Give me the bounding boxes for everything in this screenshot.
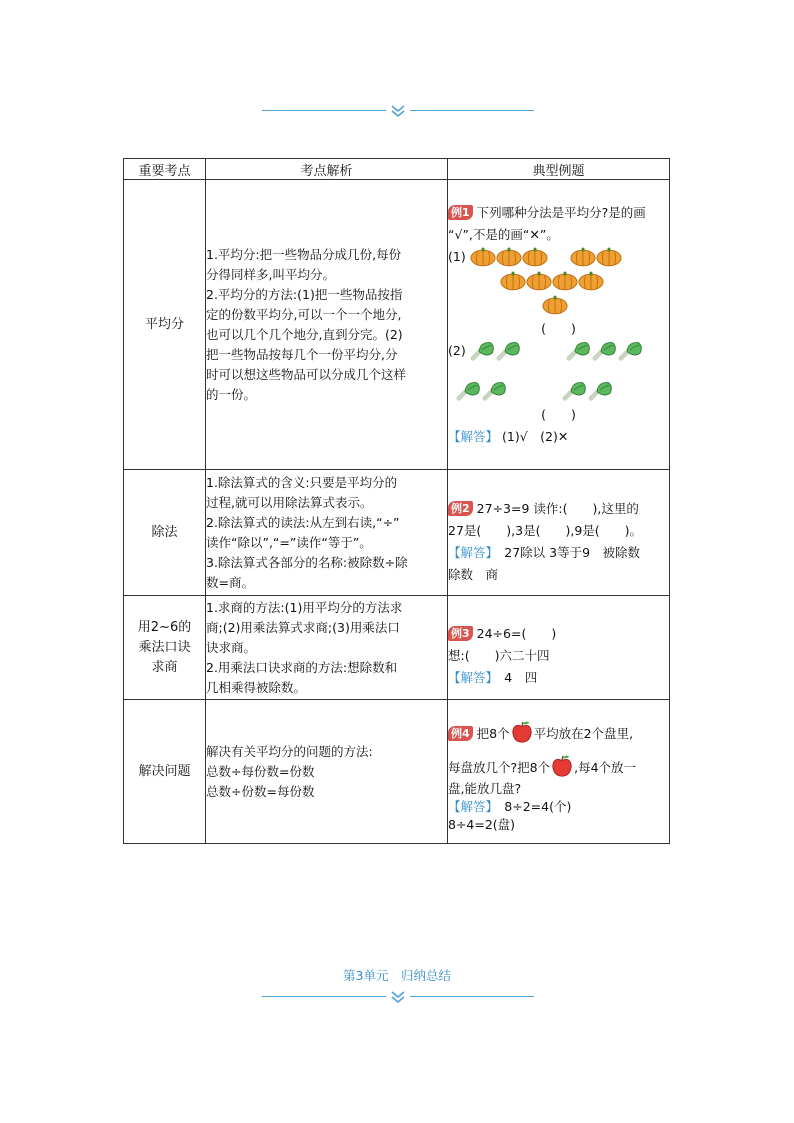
answer-tag: 【解答】	[448, 669, 492, 685]
table-row	[124, 470, 670, 596]
analysis-line: 总数÷份数=每份数	[206, 783, 315, 799]
pumpkin-icon	[470, 247, 496, 267]
example-question-line2: 27是( ),3是( ),9是( )。	[448, 522, 643, 538]
pumpkin-row-1	[448, 246, 669, 270]
analysis-line: 几相乘得被除数。	[206, 679, 307, 695]
topic-cell: 解决问题	[124, 700, 206, 844]
bottom-divider	[262, 989, 534, 1005]
example-badge: 例1	[448, 205, 473, 220]
answer-tag: 【解答】	[448, 544, 492, 560]
cabbage-icon	[566, 340, 592, 362]
analysis-line: 总数÷每份数=份数	[206, 763, 315, 779]
analysis-line: 2.用乘法口诀求商的方法:想除数和	[206, 659, 398, 675]
analysis-line: 1.除法算式的含义:只要是平均分的	[206, 474, 398, 490]
example-part-label: (2)	[448, 342, 466, 358]
analysis-line: 诀求商。	[206, 639, 257, 655]
analysis-line: 读作“除以”,“=”读作“等于”。	[206, 534, 372, 550]
table-row	[124, 180, 670, 470]
apple-icon	[510, 720, 534, 744]
analysis-line: 也可以几个几个地分,直到分完。(2)	[206, 326, 403, 342]
table-row	[124, 596, 670, 700]
divider-line-right	[410, 110, 534, 111]
divider-line-left	[262, 996, 386, 997]
analysis-line: 商;(2)用乘法算式求商;(3)用乘法口	[206, 619, 400, 635]
analysis-cell	[206, 470, 448, 596]
cabbage-icon	[562, 380, 588, 402]
answer-blank: ( )	[541, 406, 576, 422]
example-badge: 例4	[448, 726, 473, 741]
pumpkin-icon	[552, 271, 578, 291]
divider-line-right	[410, 996, 534, 997]
topic-cell: 平均分	[124, 180, 206, 470]
apple-icon	[550, 754, 574, 778]
example-badge: 例2	[448, 501, 473, 516]
divider-line-left	[262, 110, 386, 111]
example-badge: 例3	[448, 626, 473, 641]
analysis-line: 1.平均分:把一些物品分成几份,每份	[206, 246, 402, 262]
example-question: 下列哪种分法是平均分?是的画	[476, 204, 646, 220]
cabbage-icon	[588, 380, 614, 402]
example-question-line2: “√”,不是的画“✕”。	[448, 226, 559, 242]
pumpkin-icon	[542, 295, 568, 315]
top-divider	[262, 103, 534, 119]
cabbage-row-1	[448, 340, 669, 364]
topic-line: 用2~6的	[137, 619, 192, 635]
answer-text: (1)√ (2)✕	[502, 428, 569, 444]
pumpkin-icon	[496, 247, 522, 267]
example-part-label: (1)	[448, 248, 466, 264]
double-chevron-down-icon	[390, 103, 406, 119]
analysis-line: 2.平均分的方法:(1)把一些物品按指	[206, 286, 403, 302]
example-question: 27÷3=9 读作:( ),这里的	[476, 500, 639, 516]
pumpkin-icon	[596, 247, 622, 267]
analysis-line: 定的份数平均分,可以一个一个地分,	[206, 306, 402, 322]
analysis-cell	[206, 180, 448, 470]
pumpkin-icon	[526, 271, 552, 291]
analysis-line: 把一些物品按每几个一份平均分,分	[206, 346, 398, 362]
table-header-row	[124, 159, 670, 180]
example-question: ,每4个放一	[574, 759, 637, 775]
topic-cell: 除法	[124, 470, 206, 596]
answer-text-line2: 8÷4=2(盘)	[448, 816, 516, 832]
example-question: 平均放在2个盘里,	[533, 725, 634, 741]
analysis-line: 分得同样多,叫平均分。	[206, 266, 335, 282]
cabbage-icon	[496, 340, 522, 362]
example-question-line3: 盘,能放几盘?	[448, 780, 522, 796]
footer-unit-title: 第3单元 归纳总结	[343, 968, 451, 983]
analysis-cell	[206, 700, 448, 844]
topic-line: 乘法口诀	[138, 639, 191, 655]
analysis-line: 时可以想这些物品可以分成几个这样	[206, 366, 407, 382]
example-question: 每盘放几个?把8个	[448, 759, 551, 775]
summary-table	[123, 158, 670, 844]
header-examples: 典型例题	[448, 159, 670, 180]
example-cell	[448, 180, 670, 470]
cabbage-icon	[592, 340, 618, 362]
pumpkin-icon	[578, 271, 604, 291]
analysis-line: 的一份。	[206, 386, 257, 402]
pumpkin-row-2	[448, 270, 669, 294]
pumpkin-icon	[522, 247, 548, 267]
cabbage-icon	[470, 340, 496, 362]
analysis-line: 1.求商的方法:(1)用平均分的方法求	[206, 599, 403, 615]
example-cell	[448, 700, 670, 844]
analysis-line: 数=商。	[206, 574, 254, 590]
topic-line: 求商	[151, 659, 178, 675]
cabbage-icon	[482, 380, 508, 402]
answer-tag: 【解答】	[448, 428, 499, 444]
example-question: 把8个	[476, 725, 510, 741]
answer-text-line2: 除数 商	[448, 566, 499, 582]
answer-text: 8÷2=4(个)	[491, 798, 572, 814]
analysis-cell	[206, 596, 448, 700]
analysis-line: 解决有关平均分的问题的方法:	[206, 743, 373, 759]
example-cell	[448, 596, 670, 700]
answer-tag: 【解答】	[448, 798, 492, 814]
answer-text: 4 四	[491, 669, 538, 685]
header-analysis: 考点解析	[206, 159, 448, 180]
topic-cell	[124, 596, 206, 700]
answer-text: 27除以 3等于9 被除数	[491, 544, 641, 560]
analysis-line: 2.除法算式的读法:从左到右读,“÷”	[206, 514, 400, 530]
double-chevron-down-icon	[390, 989, 406, 1005]
example-cell	[448, 470, 670, 596]
pumpkin-icon	[500, 271, 526, 291]
answer-blank: ( )	[541, 320, 576, 336]
pumpkin-row-3	[448, 294, 669, 318]
table-row	[124, 700, 670, 844]
analysis-line: 过程,就可以用除法算式表示。	[206, 494, 373, 510]
cabbage-icon	[456, 380, 482, 402]
example-question-line2: 想:( )六二十四	[448, 647, 550, 663]
header-key-points: 重要考点	[124, 159, 206, 180]
cabbage-icon	[618, 340, 644, 362]
pumpkin-icon	[570, 247, 596, 267]
cabbage-row-2	[448, 380, 669, 404]
example-question: 24÷6=( )	[476, 625, 557, 641]
analysis-line: 3.除法算式各部分的名称:被除数÷除	[206, 554, 408, 570]
